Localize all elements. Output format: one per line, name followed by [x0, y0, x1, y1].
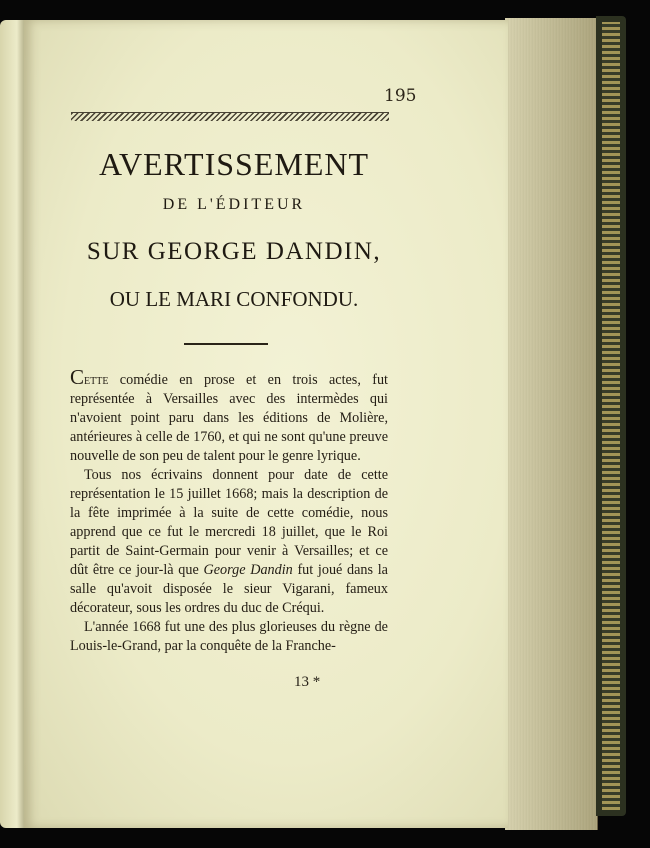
paragraph-3: L'année 1668 fut une des plus glorieuses du règne de Louis-le-Grand, par la conquête de la Franche-	[70, 619, 388, 654]
page-fore-edge	[505, 18, 598, 830]
drop-cap: C	[70, 365, 85, 389]
book-page	[24, 20, 508, 828]
paragraph-2	[70, 466, 388, 618]
paragraph-2-text-a: Tous nos écrivains donnent pour date de cette représentation le 15 juillet 1668; mais la description de la fête imprimée à la suite de cette comédie, nous apprend que ce fut le mercredi 18 juillet, que le Roi partit de Saint-Germain pour venir à Versailles; et ce dût être ce jour-là que	[70, 467, 388, 578]
body-text	[70, 365, 388, 656]
divider-rule	[184, 343, 268, 345]
page-title: AVERTISSEMENT	[98, 146, 370, 182]
title-line-2: SUR GEORGE DANDIN,	[86, 238, 382, 265]
paragraph-1	[70, 365, 388, 466]
paragraph-1-text: comédie en prose et en trois actes, fut représentée à Versailles avec des intermèdes qui n'avoient point paru dans les éditions de Molière, antérieures à celle de 1760, et qui ne sont qu'une preuve nouvelle de son peu de talent pour le genre lyrique.	[70, 372, 388, 464]
page-number: 195	[384, 86, 417, 106]
play-title-italic: George Dandin	[203, 562, 293, 578]
page-subtitle: DE L'ÉDITEUR	[162, 196, 306, 213]
small-caps-word: ette	[84, 372, 109, 388]
title-line-3: OU LE MARI CONFONDU.	[109, 287, 359, 311]
paragraph-2-text-b: fut joué dans la salle qu'avoit disposée le sieur Vigarani, fameux décorateur, sous les ordres du duc de Créqui.	[70, 562, 388, 616]
signature-mark: 13 *	[294, 674, 321, 690]
decorative-cover-edge	[596, 16, 626, 816]
left-page-edge	[0, 20, 24, 828]
ornamental-rule	[71, 112, 389, 121]
